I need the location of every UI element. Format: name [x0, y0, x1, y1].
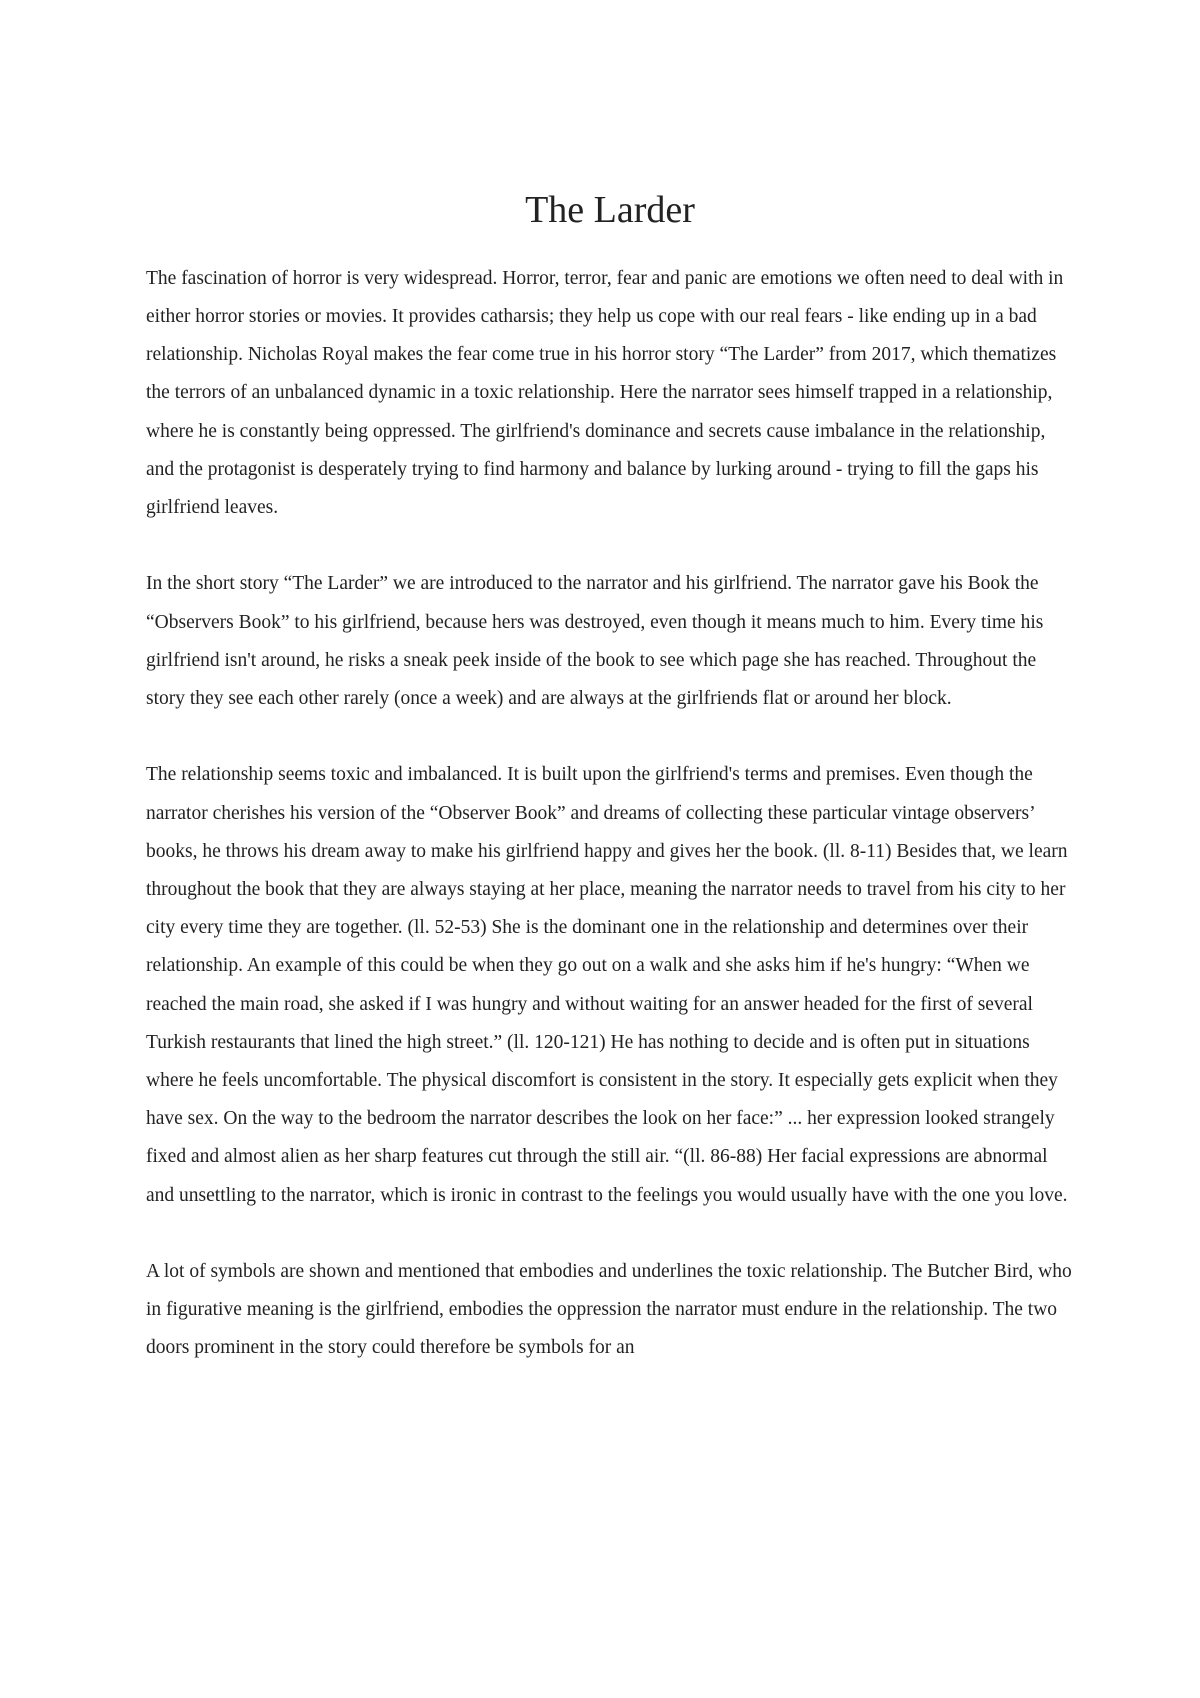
paragraph-symbols: A lot of symbols are shown and mentioned that embodies and underlines the toxic relationship. The Butcher Bird, who in figurative meaning is the girlfriend, embodies the oppression the narrator must endure in the relationship. The two doors prominent in the story could therefore be symbols for an — [146, 1261, 1072, 1359]
paragraph-introduction: The fascination of horror is very widespread. Horror, terror, fear and panic are emotions we often need to deal with in either horror stories or movies. It provides catharsis; they help us cope with our real fears - like ending up in a bad relationship. Nicholas Royal makes the fear come true in his horror story “The Larder” from 2017, which thematizes the terrors of an unbalanced dynamic in a toxic relationship. Here the narrator sees himself trapped in a relationship, where he is constantly being oppressed. The girlfriend's dominance and secrets cause imbalance in the relationship, and the protagonist is desperately trying to find harmony and balance by lurking around - trying to fill the gaps his girlfriend leaves. — [146, 267, 1064, 519]
document-title: The Larder — [525, 189, 695, 231]
paragraph-summary: In the short story “The Larder” we are introduced to the narrator and his girlfriend. The narrator gave his Book the “Observers Book” to his girlfriend, because hers was destroyed, even though it means much to him. Every time his girlfriend isn't around, he risks a sneak peek inside of the book to see which page she has reached. Throughout the story they see each other rarely (once a week) and are always at the girlfriends flat or around her block. — [146, 573, 1044, 710]
paragraph-relationship-analysis: The relationship seems toxic and imbalanced. It is built upon the girlfriend's terms and premises. Even though the narrator cherishes his version of the “Observer Book” and dreams of collecting these particular vintage observers’ books, he throws his dream away to make his girlfriend happy and gives her the book. (ll. 8-11) Besides that, we learn throughout the book that they are always staying at her place, meaning the narrator needs to travel from his city to her city every time they are together. (ll. 52-53) She is the dominant one in the relationship and determines over their relationship. An example of this could be when they go out on a walk and she asks him if he's hungry: “When we reached the main road, she asked if I was hungry and without waiting for an answer headed for the first of several Turkish restaurants that lined the high street.” (ll. 120-121) He has nothing to decide and is often put in situations where he feels uncomfortable. The physical discomfort is consistent in the story. It especially gets explicit when they have sex. On the way to the bedroom the narrator describes the look on her face:” ... her expression looked strangely fixed and almost alien as her sharp features cut through the still air. “(ll. 86-88) Her facial expressions are abnormal and unsettling to the narrator, which is ironic in contrast to the feelings you would usually have with the one you love. — [146, 764, 1068, 1206]
